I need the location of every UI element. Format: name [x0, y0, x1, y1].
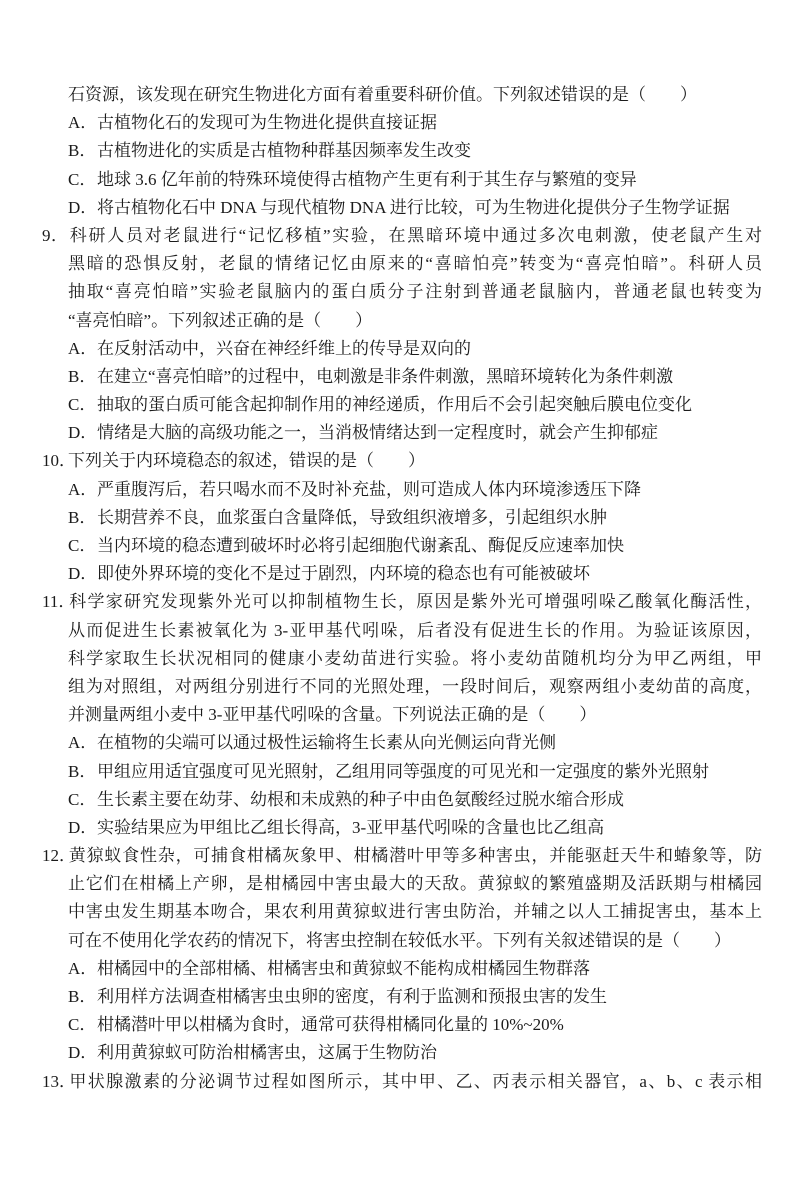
- q13-stem-line-1: [42, 1068, 762, 1096]
- q11-stem-text-2: 从而促进生长素被氧化为 3-亚甲基代吲哚，后者没有促进生长的作用。为验证该原因，: [68, 620, 762, 640]
- q8-option-b: [68, 137, 762, 165]
- q12-option-a-text: 柑橘园中的全部柑橘、柑橘害虫和黄猄蚁不能构成柑橘园生物群落: [97, 958, 590, 978]
- q8-option-d: [68, 194, 762, 222]
- q11-option-b: [68, 758, 762, 786]
- q10-option-c-label: C．: [68, 536, 97, 555]
- q9-stem-text-4: “喜亮怕暗”。下列叙述正确的是（ ）: [68, 310, 373, 330]
- q11-stem-line-3: [68, 645, 762, 673]
- q12-stem-text-4: 可在不使用化学农药的情况下，将害虫控制在较低水平。下列有关叙述错误的是（ ）: [68, 930, 731, 950]
- q9-option-a-label: A．: [68, 338, 98, 358]
- q11-option-a-text: 在植物的尖端可以通过极性运输将生长素从向光侧运向背光侧: [97, 733, 556, 753]
- q12-stem-text-2: 止它们在柑橘上产卵，是柑橘园中害虫最大的天敌。黄猄蚁的繁殖盛期及活跃期与柑橘园: [68, 874, 762, 894]
- q9-option-b-text: 在建立“喜亮怕暗”的过程中，电刺激是非条件刺激，黑暗环境转化为条件刺激: [97, 366, 674, 386]
- q10-option-c-text: 当内环境的稳态遭到破坏时必将引起细胞代谢紊乱、酶促反应速率加快: [97, 536, 624, 555]
- q12-option-d-text: 利用黄猄蚁可防治柑橘害虫，这属于生物防治: [97, 1043, 437, 1063]
- q8-option-b-label: B．: [68, 141, 97, 161]
- q9-option-d-label: D．: [68, 423, 98, 443]
- q8-option-a-label: A．: [68, 113, 98, 133]
- q12-stem-line-2: [68, 870, 762, 898]
- q12-number: 12．: [42, 846, 76, 866]
- q12-option-d-label: D．: [68, 1043, 98, 1063]
- q9-stem-line-2: [68, 250, 762, 278]
- q10-option-a: [68, 476, 762, 504]
- q9-option-c-label: C．: [68, 395, 97, 415]
- q12-stem-line-3: [68, 898, 762, 926]
- q10-option-d: [68, 560, 762, 588]
- q8-option-c: [68, 166, 762, 194]
- q8-stem-line-1: [68, 81, 762, 109]
- question-8: [42, 81, 762, 222]
- q12-option-c: [68, 1011, 762, 1039]
- exam-text-body: [42, 81, 762, 1096]
- q9-option-d-text: 情绪是大脑的高级功能之一，当消极情绪达到一定程度时，就会产生抑郁症: [97, 423, 658, 443]
- q9-stem-text-3: 抽取“喜亮怕暗”实验老鼠脑内的蛋白质分子注射到普通老鼠脑内，普通老鼠也转变为: [68, 282, 762, 302]
- q12-stem-text-1: 黄猄蚁食性杂，可捕食柑橘灰象甲、柑橘潜叶甲等多种害虫，并能驱赶天牛和蝽象等，防: [68, 846, 762, 866]
- q9-option-b-label: B．: [68, 366, 97, 386]
- q12-option-a: [68, 955, 762, 983]
- q10-option-d-label: D．: [68, 564, 98, 584]
- q11-stem-line-4: [68, 673, 762, 701]
- q11-option-c-label: C．: [68, 789, 97, 809]
- q11-option-b-label: B．: [68, 761, 97, 781]
- q11-stem-line-1: [42, 588, 762, 616]
- q10-option-c: [68, 532, 762, 560]
- q10-option-d-text: 即使外界环境的变化不是过于剧烈，内环境的稳态也有可能被破坏: [97, 564, 590, 584]
- q11-option-a-label: A．: [68, 733, 98, 753]
- q11-option-d: [68, 814, 762, 842]
- q8-option-a: [68, 109, 762, 137]
- q11-stem-line-2: [68, 617, 762, 645]
- q12-option-b-text: 利用样方法调查柑橘害虫虫卵的密度，有利于监测和预报虫害的发生: [97, 987, 607, 1006]
- question-10: [42, 447, 762, 588]
- q11-option-c: [68, 786, 762, 814]
- q11-option-b-text: 甲组应用适宜强度可见光照射，乙组用同等强度的可见光和一定强度的紫外光照射: [97, 761, 709, 781]
- q11-option-c-text: 生长素主要在幼芽、幼根和未成熟的种子中由色氨酸经过脱水缩合形成: [97, 789, 624, 809]
- q10-option-b-text: 长期营养不良，血浆蛋白含量降低，导致组织液增多，引起组织水肿: [97, 507, 607, 527]
- q9-option-d: [68, 419, 762, 447]
- q8-stem-text: 石资源，该发现在研究生物进化方面有着重要科研价值。下列叙述错误的是（ ）: [68, 85, 697, 104]
- q9-number: 9．: [42, 225, 68, 245]
- q10-number: 10．: [42, 451, 76, 471]
- q11-option-d-label: D．: [68, 817, 98, 837]
- q11-stem-line-5: [68, 701, 762, 729]
- q9-stem-line-3: [68, 278, 762, 306]
- q9-stem-line-1: [42, 222, 762, 250]
- q8-option-d-text: 将古植物化石中 DNA 与现代植物 DNA 进行比较，可为生物进化提供分子生物学证据: [97, 197, 730, 217]
- q11-stem-text-5: 并测量两组小麦中 3-亚甲基代吲哚的含量。下列说法正确的是（ ）: [68, 705, 597, 725]
- q9-stem-text-2: 黑暗的恐惧反射，老鼠的情绪记忆由原来的“喜暗怕亮”转变为“喜亮怕暗”。科研人员: [68, 254, 762, 274]
- q10-stem-text: 下列关于内环境稳态的叙述，错误的是（ ）: [68, 451, 425, 471]
- q9-stem-line-4: [68, 307, 762, 335]
- q11-number: 11．: [42, 592, 76, 612]
- q9-option-b: [68, 363, 762, 391]
- q12-option-c-label: C．: [68, 1015, 97, 1035]
- q8-option-c-text: 地球 3.6 亿年前的特殊环境使得古植物产生更有利于其生存与繁殖的变异: [97, 169, 637, 189]
- q10-option-b: [68, 504, 762, 532]
- q10-option-b-label: B．: [68, 507, 97, 527]
- question-11: [42, 588, 762, 842]
- q11-stem-text-4: 组为对照组，对两组分别进行不同的光照处理，一段时间后，观察两组小麦幼苗的高度，: [68, 676, 762, 696]
- q12-option-c-text: 柑橘潜叶甲以柑橘为食时，通常可获得柑橘同化量的 10%~20%: [97, 1015, 564, 1035]
- q11-stem-text-3: 科学家取生长状况相同的健康小麦幼苗进行实验。将小麦幼苗随机均分为甲乙两组，甲: [68, 648, 762, 668]
- q8-option-c-label: C．: [68, 169, 97, 189]
- q11-option-d-text: 实验结果应为甲组比乙组长得高，3-亚甲基代吲哚的含量也比乙组高: [97, 817, 605, 837]
- q12-stem-line-1: [42, 842, 762, 870]
- q12-option-a-label: A．: [68, 958, 98, 978]
- q8-option-d-label: D．: [68, 197, 98, 217]
- q13-number: 13．: [42, 1071, 76, 1091]
- q13-stem-text-1: 甲状腺激素的分泌调节过程如图所示，其中甲、乙、丙表示相关器官，a、b、c 表示相: [68, 1071, 762, 1091]
- q12-stem-line-4: [68, 927, 762, 955]
- question-9: [42, 222, 762, 448]
- q12-option-d: [68, 1039, 762, 1067]
- q9-stem-text-1: 科研人员对老鼠进行“记忆移植”实验，在黑暗环境中通过多次电刺激，使老鼠产生对: [68, 225, 762, 245]
- q9-option-a: [68, 335, 762, 363]
- q8-option-b-text: 古植物进化的实质是古植物种群基因频率发生改变: [97, 141, 471, 161]
- q12-stem-text-3: 中害虫发生期基本吻合，果农利用黄猄蚁进行害虫防治，并辅之以人工捕捉害虫，基本上: [68, 902, 762, 922]
- question-12: [42, 842, 762, 1068]
- question-13: [42, 1068, 762, 1096]
- q10-option-a-text: 严重腹泻后，若只喝水而不及时补充盐，则可造成人体内环境渗透压下降: [97, 479, 641, 499]
- q12-option-b-label: B．: [68, 987, 97, 1006]
- q10-stem-line-1: [42, 447, 762, 475]
- q9-option-a-text: 在反射活动中，兴奋在神经纤维上的传导是双向的: [97, 338, 471, 358]
- q12-option-b: [68, 983, 762, 1011]
- q8-option-a-text: 古植物化石的发现可为生物进化提供直接证据: [97, 113, 437, 133]
- q9-option-c: [68, 391, 762, 419]
- q11-stem-text-1: 科学家研究发现紫外光可以抑制植物生长，原因是紫外光可增强吲哚乙酸氧化酶活性，: [68, 592, 762, 612]
- q9-option-c-text: 抽取的蛋白质可能含起抑制作用的神经递质，作用后不会引起突触后膜电位变化: [97, 395, 692, 415]
- q11-option-a: [68, 729, 762, 757]
- q10-option-a-label: A．: [68, 479, 98, 499]
